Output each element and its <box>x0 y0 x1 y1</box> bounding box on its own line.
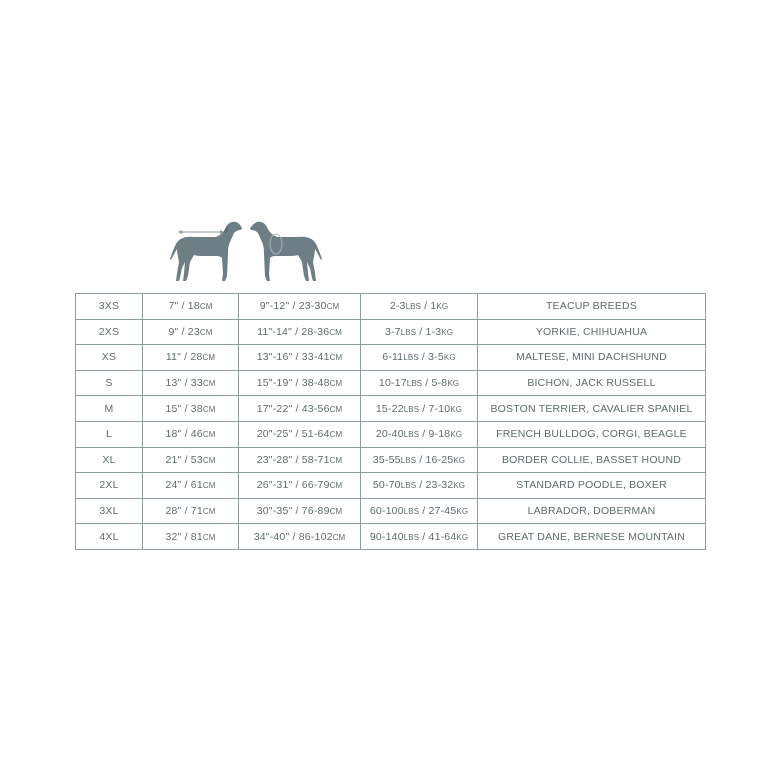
chest-girth-value: 13"-16" / 33-41 <box>256 351 330 364</box>
chest-girth-value: 17"-22" / 43-56 <box>256 402 330 415</box>
back-length-value: 21" / 53 <box>165 453 203 466</box>
weight-kg-value: 7-10 <box>428 402 451 415</box>
weight-kg-unit: KG <box>450 430 463 440</box>
weight-lbs-unit: LBS <box>403 404 420 414</box>
back-length-cell <box>143 370 239 396</box>
weight-cell <box>361 421 478 447</box>
dog-measurement-illustration <box>170 218 330 284</box>
size-cell: 4XL <box>76 524 143 550</box>
chest-girth-value: 15"-19" / 38-48 <box>256 377 330 390</box>
back-length-unit: CM <box>202 353 216 363</box>
weight-separator: / <box>421 300 431 313</box>
back-length-cell <box>143 498 239 524</box>
weight-lbs-value: 50-70 <box>372 479 401 492</box>
back-length-cell <box>143 396 239 422</box>
back-length-unit: CM <box>202 481 216 491</box>
weight-cell <box>361 447 478 473</box>
chest-girth-value: 26"-31" / 66-79 <box>256 479 330 492</box>
weight-lbs-unit: LBS <box>405 302 422 312</box>
weight-cell <box>361 345 478 371</box>
weight-lbs-value: 35-55 <box>372 453 401 466</box>
back-length-unit: CM <box>202 379 216 389</box>
back-length-unit: CM <box>202 507 216 517</box>
table-row <box>76 447 706 473</box>
weight-lbs-unit: LBS <box>403 430 420 440</box>
breeds-cell: TEACUP BREEDS <box>478 294 706 320</box>
weight-cell <box>361 370 478 396</box>
size-chart-table <box>75 293 706 550</box>
back-length-value: 24" / 61 <box>165 479 203 492</box>
weight-kg-unit: KG <box>456 507 469 517</box>
back-length-value: 9" / 23 <box>168 325 200 338</box>
weight-lbs-unit: LBS <box>406 379 423 389</box>
table-row <box>76 319 706 345</box>
back-length-value: 28" / 71 <box>165 505 203 518</box>
table-row <box>76 498 706 524</box>
chest-girth-cell <box>239 421 361 447</box>
weight-cell <box>361 396 478 422</box>
breeds-cell: MALTESE, MINI DACHSHUND <box>478 345 706 371</box>
weight-kg-value: 5-8 <box>431 377 448 390</box>
chest-girth-cell <box>239 294 361 320</box>
back-length-cell <box>143 345 239 371</box>
chest-girth-value: 9"-12" / 23-30 <box>259 300 327 313</box>
weight-separator: / <box>419 428 429 441</box>
breeds-cell: LABRADOR, DOBERMAN <box>478 498 706 524</box>
dog-silhouette-left <box>170 218 244 284</box>
weight-kg-unit: KG <box>441 327 454 337</box>
chest-girth-unit: CM <box>329 507 343 517</box>
size-cell: L <box>76 421 143 447</box>
back-length-cell <box>143 294 239 320</box>
weight-kg-value: 27-45 <box>428 505 457 518</box>
table-row <box>76 473 706 499</box>
weight-kg-value: 1 <box>430 300 437 313</box>
weight-lbs-value: 10-17 <box>378 377 407 390</box>
breeds-cell: GREAT DANE, BERNESE MOUNTAIN <box>478 524 706 550</box>
weight-cell <box>361 498 478 524</box>
breeds-cell: BICHON, JACK RUSSELL <box>478 370 706 396</box>
weight-lbs-value: 15-22 <box>375 402 404 415</box>
weight-lbs-value: 2-3 <box>389 300 406 313</box>
chest-girth-cell <box>239 498 361 524</box>
weight-cell <box>361 319 478 345</box>
chest-girth-unit: CM <box>329 455 343 465</box>
table-row <box>76 421 706 447</box>
chest-girth-value: 20"-25" / 51-64 <box>256 428 330 441</box>
table-row <box>76 345 706 371</box>
weight-separator: / <box>422 377 432 390</box>
weight-kg-value: 3-5 <box>428 351 444 364</box>
chest-girth-unit: CM <box>329 353 343 363</box>
table-row <box>76 370 706 396</box>
weight-lbs-unit: LBS <box>400 455 417 465</box>
breeds-cell: STANDARD POODLE, BOXER <box>478 473 706 499</box>
back-length-unit: CM <box>202 430 216 440</box>
weight-lbs-unit: LBS <box>400 327 417 337</box>
chest-girth-cell <box>239 319 361 345</box>
back-length-unit: CM <box>202 532 216 542</box>
chest-girth-cell <box>239 396 361 422</box>
size-cell: M <box>76 396 143 422</box>
weight-kg-value: 16-25 <box>425 453 454 466</box>
weight-separator: / <box>416 479 426 492</box>
weight-kg-unit: KG <box>456 532 469 542</box>
chest-girth-unit: CM <box>329 481 343 491</box>
weight-lbs-value: 60-100 <box>369 505 404 518</box>
chest-girth-cell <box>239 447 361 473</box>
weight-kg-unit: KG <box>447 379 460 389</box>
weight-kg-unit: KG <box>436 302 449 312</box>
weight-cell <box>361 473 478 499</box>
size-cell: S <box>76 370 143 396</box>
weight-lbs-value: 3-7 <box>384 325 401 338</box>
chest-girth-cell <box>239 370 361 396</box>
chest-girth-unit: CM <box>326 302 340 312</box>
breeds-cell: FRENCH BULLDOG, CORGI, BEAGLE <box>478 421 706 447</box>
weight-kg-value: 23-32 <box>425 479 454 492</box>
weight-lbs-unit: LBS <box>400 481 417 491</box>
table-row <box>76 396 706 422</box>
back-length-cell <box>143 473 239 499</box>
table-row <box>76 294 706 320</box>
breeds-cell: YORKIE, CHIHUAHUA <box>478 319 706 345</box>
back-length-value: 7" / 18 <box>168 300 200 313</box>
weight-separator: / <box>419 530 429 543</box>
weight-kg-unit: KG <box>453 455 466 465</box>
weight-cell <box>361 294 478 320</box>
weight-kg-unit: KG <box>443 353 456 363</box>
weight-lbs-value: 6-11 <box>382 351 404 364</box>
chest-girth-unit: CM <box>329 430 343 440</box>
weight-lbs-unit: LBS <box>403 507 420 517</box>
size-cell: 3XL <box>76 498 143 524</box>
back-length-value: 13" / 33 <box>165 377 203 390</box>
chest-girth-value: 23"-28" / 58-71 <box>256 453 330 466</box>
weight-separator: / <box>416 453 426 466</box>
weight-lbs-unit: LBS <box>403 532 420 542</box>
back-length-unit: CM <box>199 302 213 312</box>
chest-girth-unit: CM <box>329 379 343 389</box>
back-length-cell <box>143 447 239 473</box>
weight-separator: / <box>419 402 429 415</box>
dog-chest-measure-icon <box>170 218 244 284</box>
weight-cell <box>361 524 478 550</box>
size-cell: XS <box>76 345 143 371</box>
breeds-cell: BORDER COLLIE, BASSET HOUND <box>478 447 706 473</box>
chest-girth-value: 34"-40" / 86-102 <box>253 530 333 543</box>
chest-girth-value: 11"-14" / 28-36 <box>257 325 330 338</box>
size-cell: 2XS <box>76 319 143 345</box>
back-length-value: 11" / 28 <box>165 351 203 364</box>
weight-kg-value: 9-18 <box>428 428 451 441</box>
weight-lbs-value: 20-40 <box>375 428 404 441</box>
back-length-unit: CM <box>199 327 213 337</box>
weight-kg-value: 1-3 <box>425 325 442 338</box>
back-length-unit: CM <box>202 404 216 414</box>
back-length-value: 18" / 46 <box>165 428 203 441</box>
back-length-unit: CM <box>202 455 216 465</box>
chest-girth-value: 30"-35" / 76-89 <box>256 505 330 518</box>
back-length-value: 15" / 38 <box>165 402 203 415</box>
chest-girth-unit: CM <box>329 404 343 414</box>
back-length-cell <box>143 524 239 550</box>
back-length-cell <box>143 421 239 447</box>
weight-separator: / <box>418 351 429 364</box>
size-cell: 2XL <box>76 473 143 499</box>
dog-silhouette-right <box>248 218 322 284</box>
weight-kg-value: 41-64 <box>428 530 457 543</box>
size-cell: 3XS <box>76 294 143 320</box>
weight-lbs-value: 90-140 <box>369 530 404 543</box>
chest-girth-cell <box>239 345 361 371</box>
table-row <box>76 524 706 550</box>
size-cell: XL <box>76 447 143 473</box>
size-chart-body <box>76 294 706 550</box>
back-length-cell <box>143 319 239 345</box>
chest-girth-cell <box>239 524 361 550</box>
chest-girth-unit: CM <box>332 532 346 542</box>
weight-kg-unit: KG <box>450 404 463 414</box>
weight-separator: / <box>419 505 429 518</box>
weight-separator: / <box>416 325 426 338</box>
breeds-cell: BOSTON TERRIER, CAVALIER SPANIEL <box>478 396 706 422</box>
weight-lbs-unit: LBS <box>403 353 419 363</box>
chest-girth-unit: CM <box>329 327 342 337</box>
back-length-value: 32" / 81 <box>165 530 203 543</box>
dog-neck-measure-icon <box>248 218 322 284</box>
weight-kg-unit: KG <box>453 481 466 491</box>
chest-girth-cell <box>239 473 361 499</box>
